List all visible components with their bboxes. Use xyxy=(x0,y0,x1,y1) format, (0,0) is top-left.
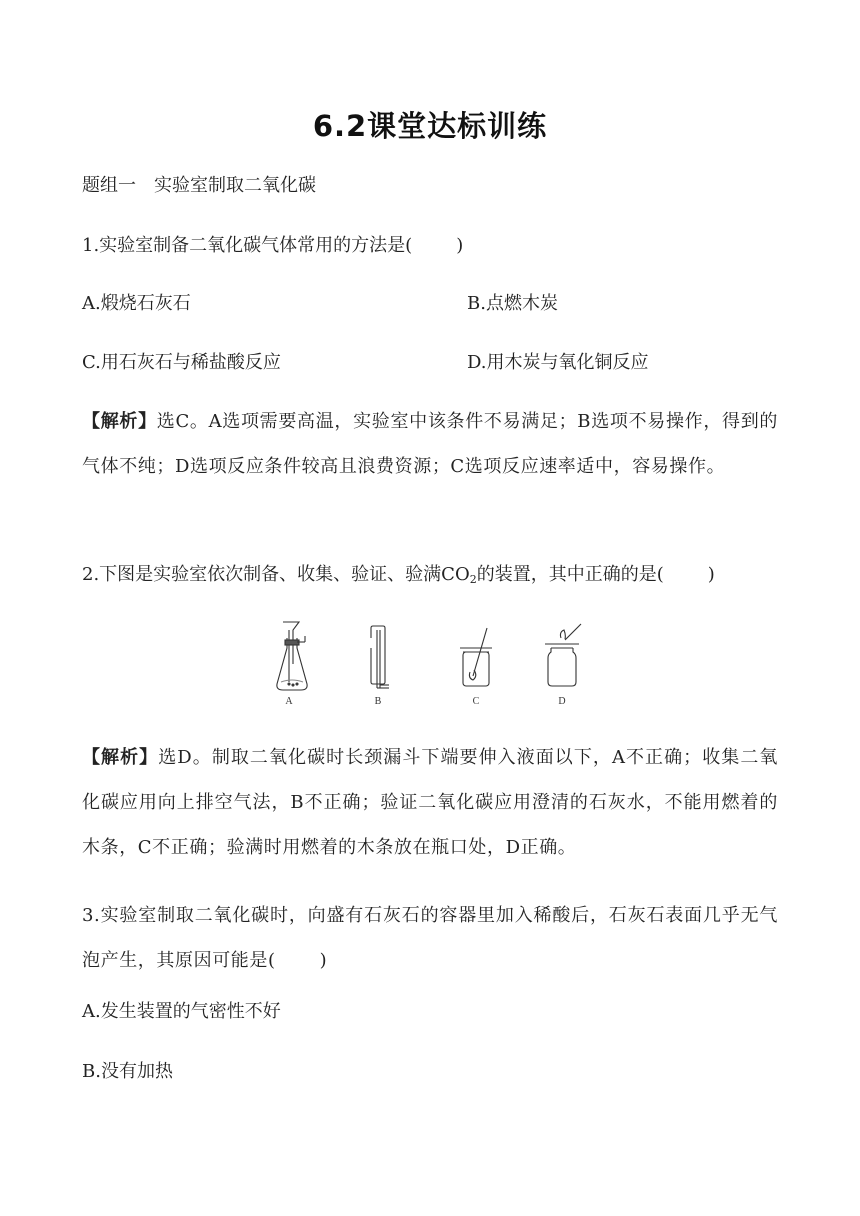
question-1-options-row-2 xyxy=(82,351,649,375)
figure-label-b: B xyxy=(374,696,382,707)
apparatus-c-jar-icon xyxy=(460,628,492,686)
option-b: B.点燃木炭 xyxy=(467,293,558,314)
question-3-option-b: B.没有加热 xyxy=(82,1061,173,1082)
analysis-text: 选D。制取二氧化碳时长颈漏斗下端要伸入液面以下，A不正确；收集二氧化碳应用向上排空气法，B不正确；验证二氧化碳应用澄清的石灰水，不能用燃着的木条，C不正确；验满时用燃着的木条放在瓶口处，D正确。 xyxy=(82,747,778,858)
question-2-stem: 2.下图是实验室依次制备、收集、验证、验满$CO_2$的装置，其中正确的是( ) xyxy=(82,564,715,586)
apparatus-b-jar-icon xyxy=(371,626,389,688)
option-d: D.用木炭与氧化铜反应 xyxy=(467,352,649,373)
question-2-analysis xyxy=(82,735,778,870)
analysis-tag: 【解析】 xyxy=(82,411,157,432)
section-heading: 题组一 实验室制取二氧化碳 xyxy=(82,175,316,196)
apparatus-a-flask-icon xyxy=(277,622,307,690)
subscript-2: 2 xyxy=(469,573,477,586)
question-3-option-a: A.发生装置的气密性不好 xyxy=(82,1001,281,1022)
option-c: C.用石灰石与稀盐酸反应 xyxy=(82,352,281,373)
question-3-stem: 3.实验室制取二氧化碳时，向盛有石灰石的容器里加入稀酸后，石灰石表面几乎无气泡产生，其原因可能是( ) xyxy=(82,905,778,971)
analysis-text: 选C。A选项需要高温，实验室中该条件不易满足；B选项不易操作，得到的气体不纯；D选项反应条件较高且浪费资源；C选项反应速率适中，容易操作。 xyxy=(82,411,778,477)
question-1-options-row-1 xyxy=(82,292,558,316)
figure-label-a: A xyxy=(285,696,293,707)
apparatus-d-jar-icon xyxy=(545,624,581,686)
page-title: 6.2课堂达标训练 xyxy=(312,109,548,143)
analysis-tag: 【解析】 xyxy=(82,747,159,768)
figure-label-c: C xyxy=(472,696,480,707)
option-a: A.煅烧石灰石 xyxy=(82,293,191,314)
figure-label-d: D xyxy=(558,696,566,707)
apparatus-figure xyxy=(265,618,605,708)
question-1-analysis xyxy=(82,399,778,489)
question-1-stem: 1.实验室制备二氧化碳气体常用的方法是( ) xyxy=(82,235,464,256)
